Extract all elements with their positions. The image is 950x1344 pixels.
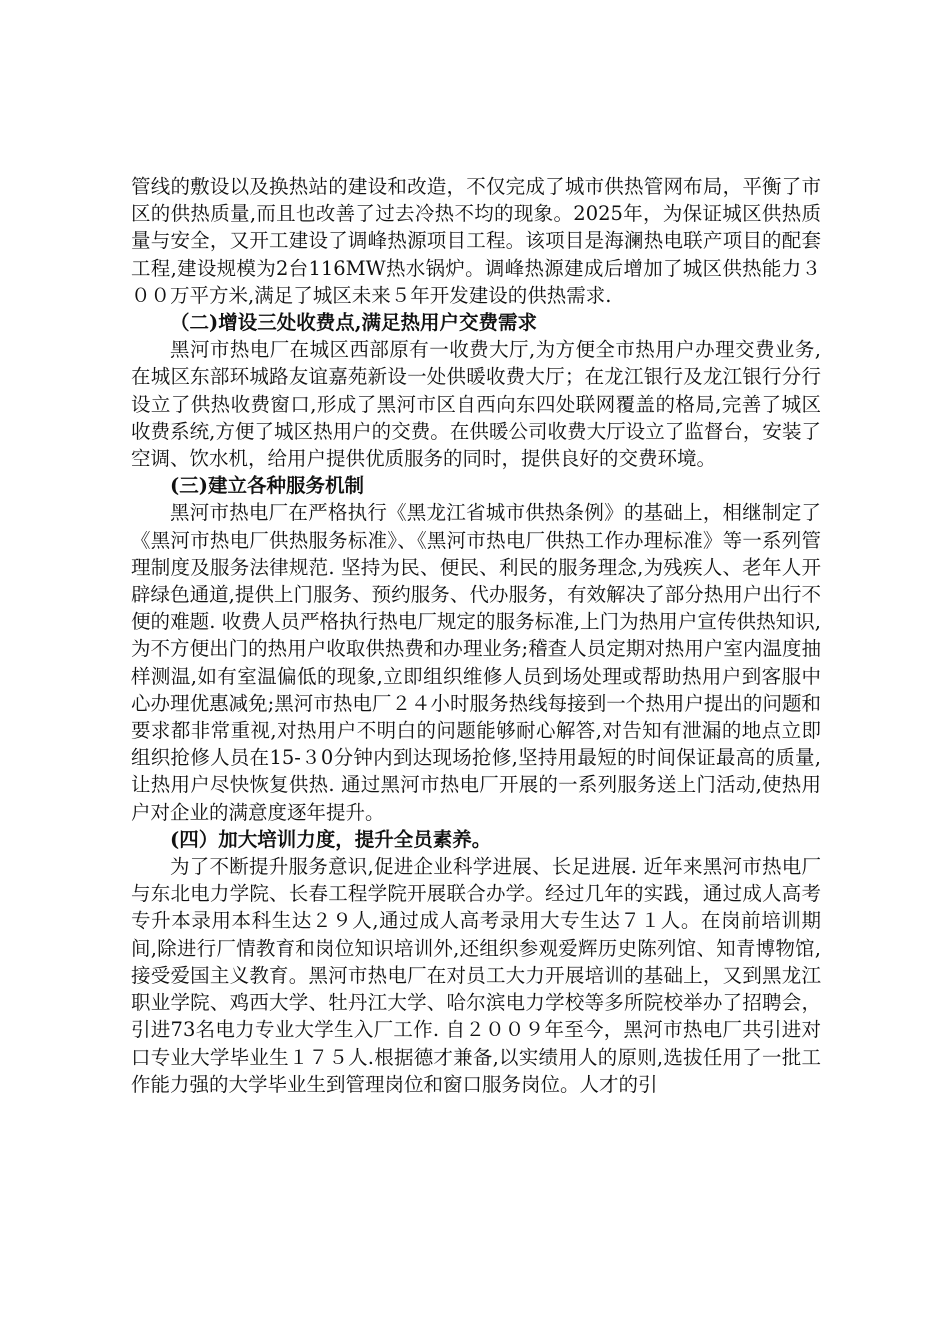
section-heading-3: (三)建立各种服务机制 [170,474,364,498]
paragraph-service-mechanisms: 黑河市热电厂在严格执行《黑龙江省城市供热条例》的基础上，相继制定了《黑河市热电厂供热服务标准》、《黑河市热电厂供热工作办理标准》等一系列管理制度及服务法律规范. 坚持为民、便民、利民的服务理念,为残疾人、老年人开辟绿色通道,提供上门服务、预约服务、代办服务，有效解决了部分热用户出行不便的难题. 收费人员严格执行热电厂规定的服务标准,上门为热用户宣传供热知识,为不方便出门的热用户收取供热费和办理业务;稽查人员定期对热用户室内温度抽样测温,如有室温偏低的现象,立即组织维修人员到场处理或帮助热用户到客服中心办理优惠减免;黑河市热电厂２４小时服务热线每接到一个热用户提出的问题和要求都非常重视,对热用户不明白的问题能够耐心解答,对告知有泄漏的地点立即组织抢修人员在15-３0分钟内到达现场抢修,坚持用最短的时间保证最高的质量,让热用户尽快恢复供热. 通过黑河市热电厂开展的一系列服务送上门活动,使热用户对企业的满意度逐年提升。 [131,501,821,824]
section-heading-2: （二)增设三处收费点,满足热用户交费需求 [170,311,538,335]
section-heading-4: (四）加大培训力度，提升全员素养。 [170,827,492,851]
paragraph-training: 为了不断提升服务意识,促进企业科学进展、长足进展. 近年来黑河市热电厂与东北电力学院、长春工程学院开展联合办学。经过几年的实践，通过成人高考专升本录用本科生达２９人,通过成人高考录用大专生达７１人。在岗前培训期间,除进行厂情教育和岗位知识培训外,还组织参观爱辉历史陈列馆、知青博物馆,接受爱国主义教育。黑河市热电厂在对员工大力开展培训的基础上，又到黑龙江职业学院、鸡西大学、牡丹江大学、哈尔滨电力学校等多所院校举办了招聘会，引进73名电力专业大学生入厂工作. 自２００９年至今，黑河市热电厂共引进对口专业大学毕业生１７５人.根据德才兼备,以实绩用人的原则,选拔任用了一批工作能力强的大学毕业生到管理岗位和窗口服务岗位。人才的引 [131,855,821,1096]
paragraph-payment-points: 黑河市热电厂在城区西部原有一收费大厅,为方便全市热用户办理交费业务,在城区东部环城路友谊嘉苑新设一处供暖收费大厅；在龙江银行及龙江银行分行设立了供热收费窗口,形成了黑河市区自西向东四处联网覆盖的格局,完善了城区收费系统,方便了城区热用户的交费。在供暖公司收费大厅设立了监督台，安装了空调、饮水机，给用户提供优质服务的同时，提供良好的交费环境。 [131,338,821,471]
paragraph-heating-network: 管线的敷设以及换热站的建设和改造，不仅完成了城市供热管网布局，平衡了市区的供热质量,而且也改善了过去冷热不均的现象。2025年，为保证城区供热质量与安全，又开工建设了调峰热源项目工程。该项目是海澜热电联产项目的配套工程,建设规模为2台116MW热水锅炉。调峰热源建成后增加了城区供热能力３００万平方米,满足了城区未来５年开发建设的供热需求. [131,175,821,307]
document-body [131,173,821,1098]
